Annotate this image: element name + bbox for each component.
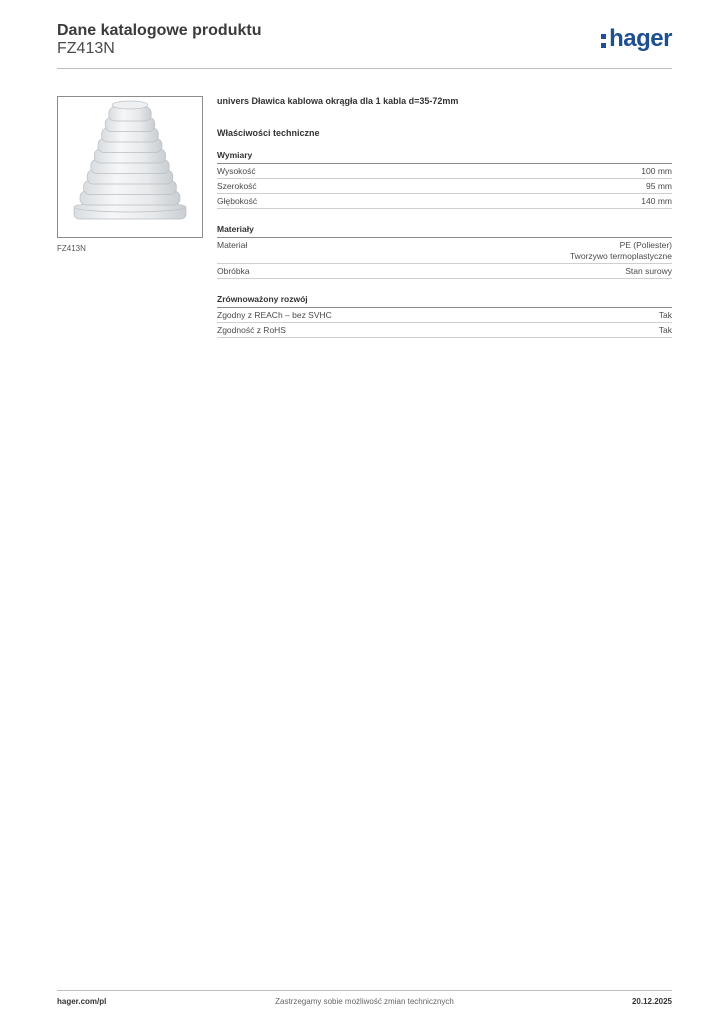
logo-mark-icon [601, 34, 606, 48]
footer-divider [57, 990, 672, 991]
property-row [217, 264, 672, 279]
property-label: Zgodny z REACh – bez SVHC [217, 310, 332, 320]
property-value [641, 196, 672, 207]
technical-properties-title: Właściwości techniczne [217, 128, 320, 138]
property-value [659, 325, 672, 336]
footer-notice: Zastrzegamy sobie możliwość zmian technicznych [275, 997, 454, 1006]
property-value-line: Tak [658, 325, 672, 335]
property-label: Obróbka [217, 266, 250, 276]
property-value [646, 181, 672, 192]
property-groups [217, 149, 672, 338]
property-value-line: PE (Poliester) [619, 240, 672, 250]
property-label: Szerokość [217, 181, 257, 191]
property-row [217, 308, 672, 323]
property-value-line: 140 mm [641, 196, 672, 206]
property-value [625, 266, 672, 277]
header-divider [57, 68, 672, 69]
property-row [217, 238, 672, 264]
document-title: Dane katalogowe produktu [57, 22, 262, 39]
property-value [659, 310, 672, 321]
property-value-line: Stan surowy [625, 266, 672, 276]
property-group-title: Materiały [217, 223, 672, 238]
product-details [217, 95, 672, 352]
page-footer [57, 997, 672, 1011]
property-value [570, 240, 672, 262]
property-label: Zgodność z RoHS [217, 325, 286, 335]
cable-gland-image [58, 97, 202, 237]
property-value-line: Tak [658, 310, 672, 320]
footer-date: 20.12.2025 [631, 997, 672, 1006]
footer-url[interactable]: hager.com/pl [57, 997, 107, 1006]
product-description: univers Dławica kablowa okrągła dla 1 kabla d=35-72mm [217, 96, 459, 106]
property-value [641, 166, 672, 177]
property-value-line: 100 mm [641, 166, 672, 176]
property-group-title: Wymiary [217, 149, 672, 164]
logo-text: hager [609, 25, 672, 52]
property-row [217, 194, 672, 209]
page-header [57, 22, 672, 68]
property-label: Głębokość [217, 196, 258, 206]
property-label: Materiał [217, 240, 248, 250]
property-row [217, 179, 672, 194]
property-group [217, 223, 672, 279]
property-value-line: Tworzywo termoplastyczne [569, 251, 672, 261]
property-row [217, 323, 672, 338]
product-image [57, 96, 203, 238]
property-group-title: Zrównoważony rozwój [217, 293, 672, 308]
property-row [217, 164, 672, 179]
property-label: Wysokość [217, 166, 256, 176]
product-code: FZ413N [57, 40, 115, 57]
image-caption: FZ413N [57, 244, 86, 253]
property-value-line: 95 mm [646, 181, 672, 191]
hager-logo[interactable] [601, 26, 672, 52]
property-group [217, 293, 672, 338]
property-group [217, 149, 672, 209]
